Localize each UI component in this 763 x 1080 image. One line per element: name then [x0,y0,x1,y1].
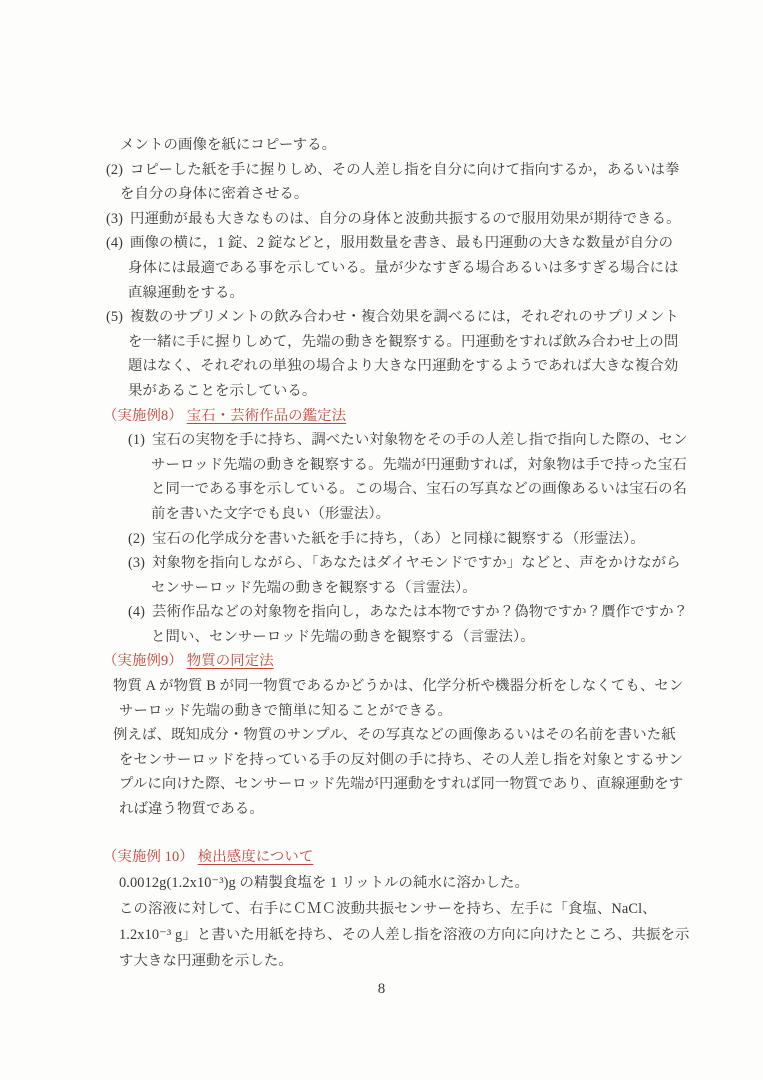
line-text: 1.2x10⁻³ g」と書いた用紙を持ち、その人差し指を溶液の方向に向けたところ、共振を示 [119,926,690,943]
line-text: れば違う物質である。 [119,801,264,818]
item-number: (1) [128,432,146,449]
line-text: 芸術作品などの対象物を指向し，あなたは本物ですか？偽物ですか？贋作ですか？ [152,604,689,621]
item-number: (4) [106,235,124,252]
heading-label: （実施例 10） [103,848,194,865]
line-text: と同一である事を示している。この場合、宝石の写真などの画像あるいは宝石の名 [151,481,688,498]
line-text: 宝石の実物を手に持ち、調べたい対象物をその手の人差し指で指向した際の、セン [152,432,688,449]
text-line [0,922,763,948]
line-text: と問い、センサーロッド先端の動きを観察する（言霊法）。 [151,628,535,645]
text-line [0,256,763,281]
text-line [0,948,763,974]
text-line [0,305,763,330]
line-text: 複数のサプリメントの飲み合わせ・複合効果を調べるには，それぞれのサプリメント [130,309,679,326]
line-text: プルに向けた際、センサーロッド先端が円運動をすれば同一物質であり、直線運動をす [119,776,684,793]
line-text: センサーロッド先端の動きを観察する（言霊法）。 [151,579,477,596]
text-line [0,896,763,922]
example-heading [0,649,763,674]
page-number: 8 [377,981,386,997]
line-text: この溶液に対して、右手にＣＭＣ波動共振センサーを持ち、左手に「食塩、NaCl、 [119,900,657,917]
heading-title: 宝石・芸術作品の鑑定法 [186,407,347,424]
line-text: 物質 A が物質 B が同一物質であるかどうかは、化学分析や機器分析をしなくても、セン [113,678,684,695]
item-number: (3) [128,555,146,572]
text-line [0,477,763,502]
line-text: メントの画像を紙にコピーする。 [120,137,337,153]
heading-label: （実施例8） [103,407,183,424]
text-line [0,231,763,256]
text-line [0,870,763,896]
line-text: す大きな円運動を示した。 [119,952,293,969]
line-text: 0.0012g(1.2x10⁻³)g の精製食塩を 1 リットルの純水に溶かした。 [119,874,529,891]
line-text: を自分の身体に密着させる。 [120,186,309,203]
text-line [0,453,763,478]
text-line [0,723,763,748]
text-line [0,182,763,207]
text-line [0,674,763,699]
line-text: 題はなく、それぞれの単独の場合より大きな円運動をするようであれば大きな複合効 [128,358,679,375]
line-text: 直線運動をする。 [128,284,244,301]
line-text: 前を書いた文字でも良い（形霊法）。 [151,505,391,522]
heading-label: （実施例9） [103,653,183,670]
line-text: 円運動が最も大きなものは、自分の身体と波動共振するので服用効果が期待できる。 [130,210,681,227]
text-line [0,158,763,183]
line-text: サーロッド先端の動きを観察する。先端が円運動すれば，対象物は手で持った宝石 [151,456,687,473]
item-number: (2) [106,161,124,178]
text-line [0,625,763,650]
line-text: をセンサーロッドを持っている手の反対側の手に持ち、その人差し指を対象とするサン [119,751,684,768]
text-line [0,576,763,601]
line-text: コピーした紙を手に握りしめ、その人差し指を自分に向けて指向するか，あるいは拳 [130,161,680,178]
item-number: (2) [128,530,146,547]
spacer [0,822,763,844]
text-line [0,281,763,306]
line-text: 宝石の化学成分を書いた紙を手に持ち，（あ）と同様に観察する（形霊法）。 [152,530,645,547]
line-text: 果があることを示している。 [128,382,317,399]
text-line [0,428,763,453]
text-line [0,551,763,576]
line-text: 対象物を指向しながら、「あなたはダイヤモンドですか」などと、声をかけながら [152,555,681,572]
item-number: (4) [128,604,146,621]
heading-title: 物質の同定法 [186,653,274,670]
example-heading [0,404,763,429]
text-line [0,207,763,232]
text-line [0,699,763,724]
heading-title: 検出感度について [197,848,314,865]
line-text: サーロッド先端の動きで簡単に知ることができる。 [119,702,452,719]
item-number: (5) [106,309,124,326]
text-line [0,379,763,404]
text-line [0,600,763,625]
example-heading [0,844,763,870]
line-text: 例えば、既知成分・物質のサンプル、その写真などの画像あるいはその名前を書いた紙 [113,727,676,744]
text-line [0,797,763,822]
text-line [0,354,763,379]
line-text: 身体には最適である事を示している。量が少なすぎる場合あるいは多すぎる場合には [128,259,679,276]
text-line [0,772,763,797]
text-line [0,527,763,552]
line-text: を一緒に手に握りしめて，先端の動きを観察する。円運動をすれば飲み合わせ上の問 [128,333,679,350]
item-number: (3) [106,210,124,227]
text-line [0,502,763,527]
line-text: 画像の横に，1 錠、2 錠などと，服用数量を書き、最も円運動の大きな数量が自分の [130,235,674,252]
text-line [0,330,763,355]
text-line [0,133,763,158]
text-line [0,748,763,773]
